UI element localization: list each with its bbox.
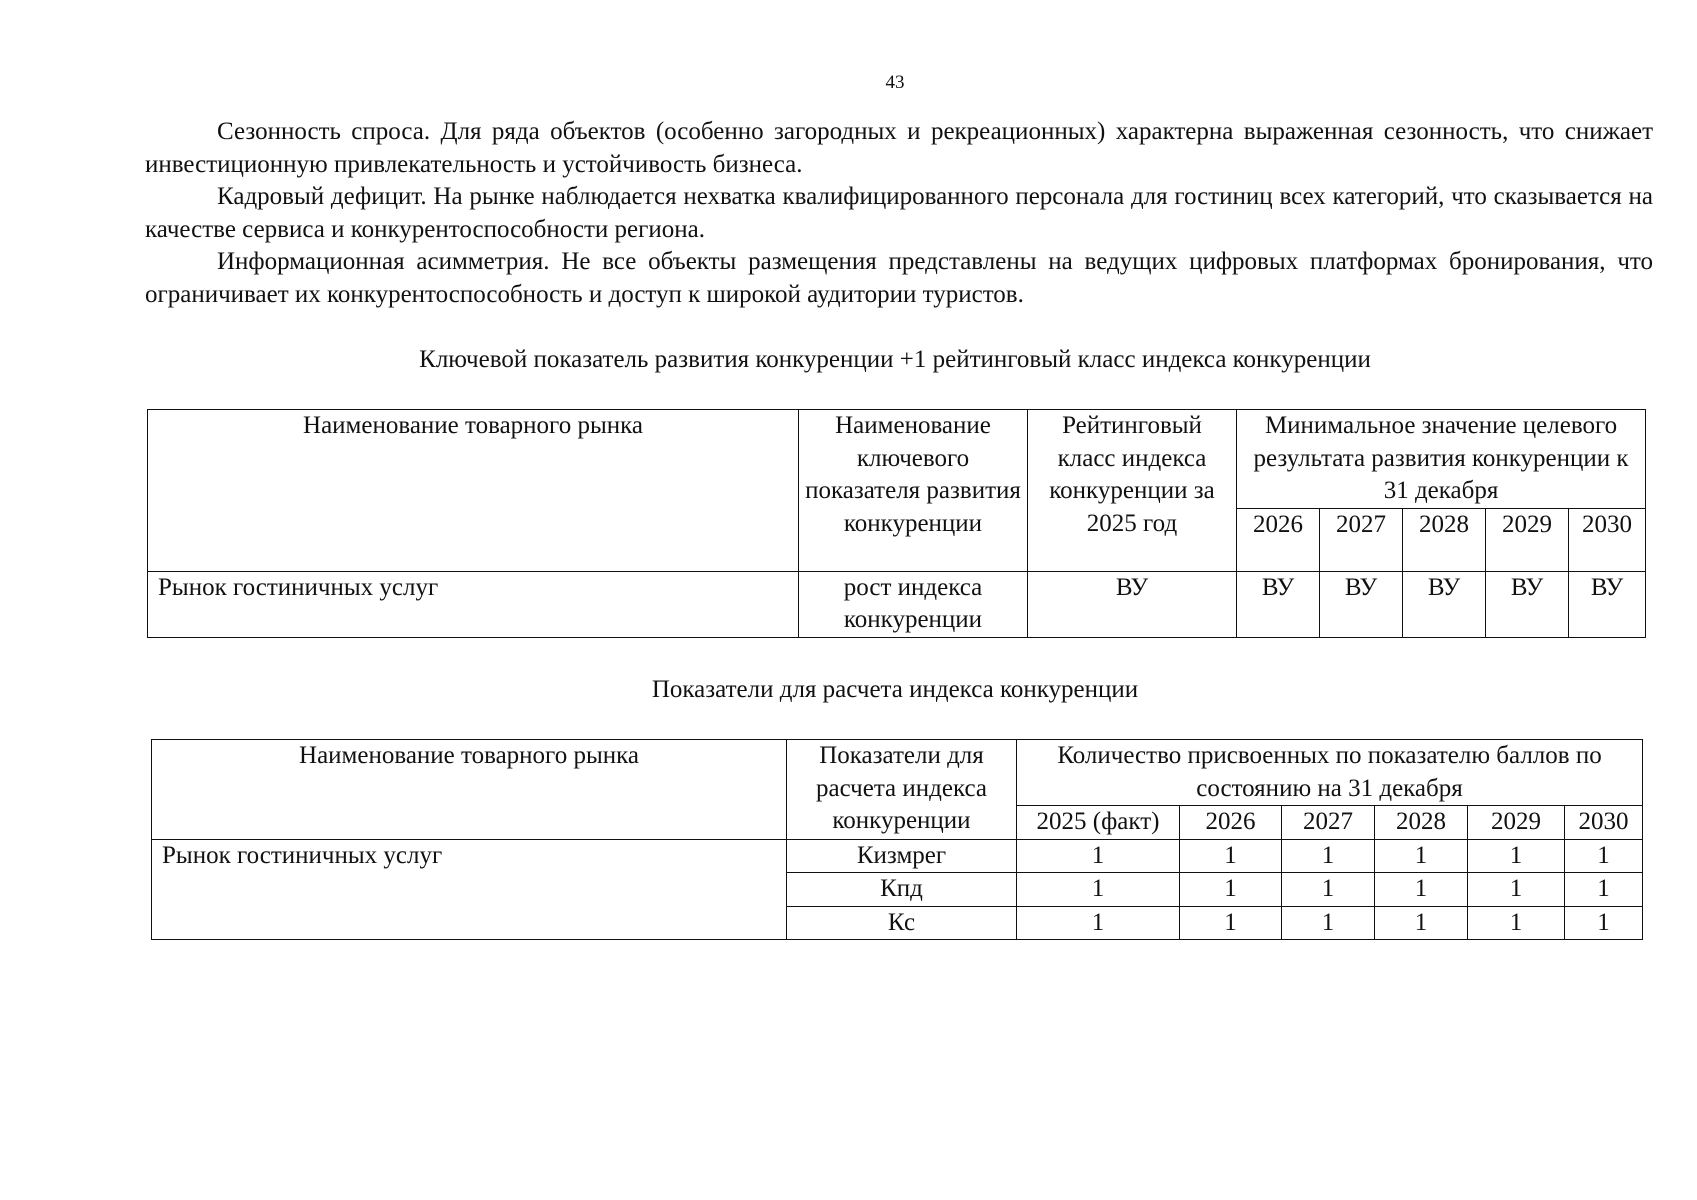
table2-year-2028: 2028 (1375, 806, 1468, 840)
table2-cell: 1 (1375, 873, 1468, 907)
table2-header-points: Количество присвоенных по показателю баллов по состоянию на 31 декабря (1017, 740, 1643, 806)
table1-row-indicator: рост индекса конкуренции (799, 571, 1028, 637)
table2-cell: 1 (1180, 873, 1282, 907)
table1-year-2026: 2026 (1237, 508, 1320, 571)
paragraph-seasonality: Сезонность спроса. Для ряда объектов (особенно загородных и рекреационных) характерна выраженная сезонность, что снижает инвестиционную привлекательность и устойчивость бизнеса. (145, 118, 1653, 178)
table1-header-rating-class: Рейтинговый класс индекса конкуренции за 2025 год (1028, 410, 1237, 572)
table1-year-2028: 2028 (1403, 508, 1486, 571)
table2-cell: 1 (1282, 839, 1375, 873)
table2-year-2030: 2030 (1565, 806, 1643, 840)
table2-header-row (152, 740, 1643, 806)
table1-value-2028: ВУ (1403, 571, 1486, 637)
table2-year-2027: 2027 (1282, 806, 1375, 840)
table2-indicator-kizmreg: Кизмрег (787, 839, 1017, 873)
table1-caption: Ключевой показатель развития конкуренции +1 рейтинговый класс индекса конкуренции (419, 346, 1371, 373)
table2-year-2025: 2025 (факт) (1017, 806, 1180, 840)
table2-indicator-kpd: Кпд (787, 873, 1017, 907)
table2-cell: 1 (1017, 873, 1180, 907)
table1-header-market: Наименование товарного рынка (148, 410, 799, 572)
table2-header-indicators: Показатели для расчета индекса конкуренции (787, 740, 1017, 840)
table2-year-2029: 2029 (1468, 806, 1565, 840)
table2-cell: 1 (1180, 839, 1282, 873)
table2-year-2026: 2026 (1180, 806, 1282, 840)
table2-cell: 1 (1282, 906, 1375, 940)
table2-cell: 1 (1282, 873, 1375, 907)
table2-caption: Показатели для расчета индекса конкуренции (651, 676, 1139, 703)
page-number: 43 (885, 72, 905, 93)
table1-value-2026: ВУ (1237, 571, 1320, 637)
table2-cell: 1 (1017, 906, 1180, 940)
table-row (148, 571, 1646, 637)
paragraph-staff-deficit: Кадровый дефицит. На рынке наблюдается нехватка квалифицированного персонала для гостиниц всех категорий, что сказывается на качестве сервиса и конкурентоспособности региона. (145, 183, 1653, 243)
table1-year-2030: 2030 (1569, 508, 1646, 571)
table1-header-row (148, 410, 1646, 509)
table2-cell: 1 (1375, 906, 1468, 940)
table1-row-rating-class: ВУ (1028, 571, 1237, 637)
table1-value-2030: ВУ (1569, 571, 1646, 637)
table1-header-indicator: Наименование ключевого показателя развития конкуренции (799, 410, 1028, 572)
table2-cell: 1 (1375, 839, 1468, 873)
table-row (152, 839, 1643, 873)
table2-market: Рынок гостиничных услуг (152, 839, 787, 940)
table1-year-2029: 2029 (1486, 508, 1569, 571)
table1-year-2027: 2027 (1320, 508, 1403, 571)
table2-cell: 1 (1468, 873, 1565, 907)
table2-cell: 1 (1565, 906, 1643, 940)
competition-index-table (151, 739, 1643, 940)
key-indicator-table (147, 409, 1646, 638)
table2-cell: 1 (1180, 906, 1282, 940)
paragraph-information-asymmetry: Информационная асимметрия. Не все объекты размещения представлены на ведущих цифровых платформах бронирования, что ограничивает их конкурентоспособность и доступ к широкой аудитории туристов. (145, 248, 1653, 308)
table1-header-min-value: Минимальное значение целевого результата развития конкуренции к 31 декабря (1237, 410, 1646, 509)
table2-cell: 1 (1565, 873, 1643, 907)
table1-value-2027: ВУ (1320, 571, 1403, 637)
table2-cell: 1 (1468, 906, 1565, 940)
table2-indicator-ks: Кс (787, 906, 1017, 940)
table1-value-2029: ВУ (1486, 571, 1569, 637)
table2-cell: 1 (1017, 839, 1180, 873)
table1-row-market: Рынок гостиничных услуг (148, 571, 799, 637)
table2-cell: 1 (1565, 839, 1643, 873)
table2-cell: 1 (1468, 839, 1565, 873)
body-text (145, 116, 1653, 311)
table2-header-market: Наименование товарного рынка (152, 740, 787, 840)
